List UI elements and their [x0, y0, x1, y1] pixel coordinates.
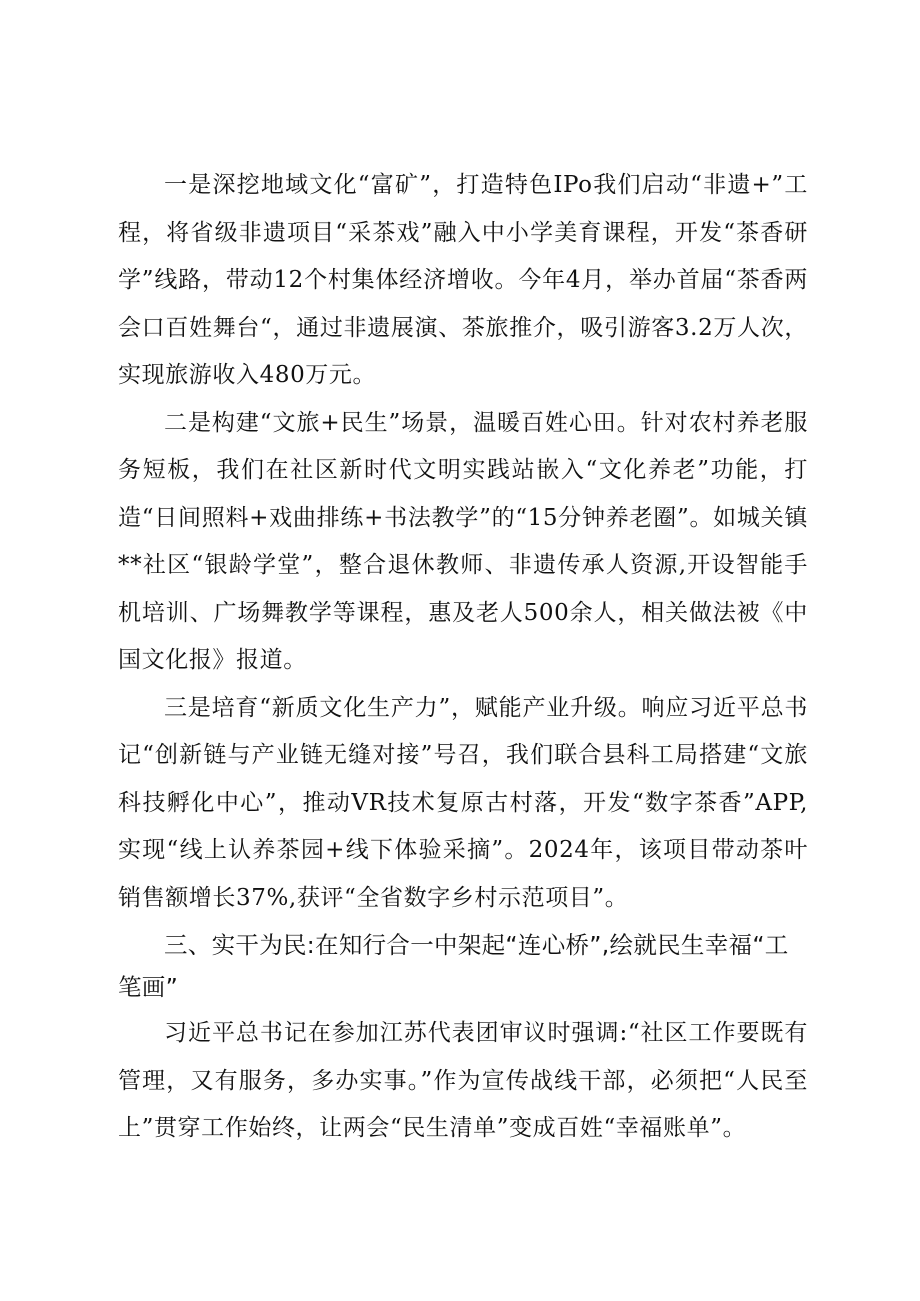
paragraph-serve-people: 习近平总书记在参加江苏代表团审议时强调:“社区工作要既有管理，又有服务，多办实事。”作为宣传战线干部，必须把“人民至上”贯穿工作始终，让两会“民生清单”变成百姓“幸福账单”。	[118, 1020, 808, 1141]
section-heading-3: 三、实干为民:在知行合一中架起“连心桥”,绘就民生幸福“工笔画”	[118, 931, 789, 1001]
paragraph-cultural-ip: 一是深挖地域文化“富矿”，打造特色IPo我们启动“非遗+”工程，将省级非遗项目“采茶戏”融入中小学美育课程，开发“茶香研学”线路，带动12个村集体经济增收。今年4月，举办首届“茶香两会口百姓舞台“，通过非遗展演、茶旅推介，吸引游客3.2万人次，实现旅游收入480万元。	[118, 172, 808, 388]
document-body	[118, 162, 808, 1153]
paragraph-new-productivity: 三是培育“新质文化生产力”，赋能产业升级。响应习近平总书记“创新链与产业链无缝对接”号召，我们联合县科工局搭建“文旅科技孵化中心”，推动VR技术复原古村落，开发“数字茶香”APP,实现“线上认养茶园+线下体验采摘”。2024年，该项目带动茶叶销售额增长37%,获评“全省数字乡村示范项目”。	[118, 694, 808, 911]
paragraph-culture-livelihood: 二是构建“文旅+民生”场景，温暖百姓心田。针对农村养老服务短板，我们在社区新时代文明实践站嵌入“文化养老”功能，打造“日间照料+戏曲排练+书法教学”的“15分钟养老圈”。如城关镇**社区“银龄学堂”，整合退休教师、非遗传承人资源,开设智能手机培训、广场舞教学等课程，惠及老人500余人，相关做法被《中国文化报》报道。	[118, 409, 808, 673]
